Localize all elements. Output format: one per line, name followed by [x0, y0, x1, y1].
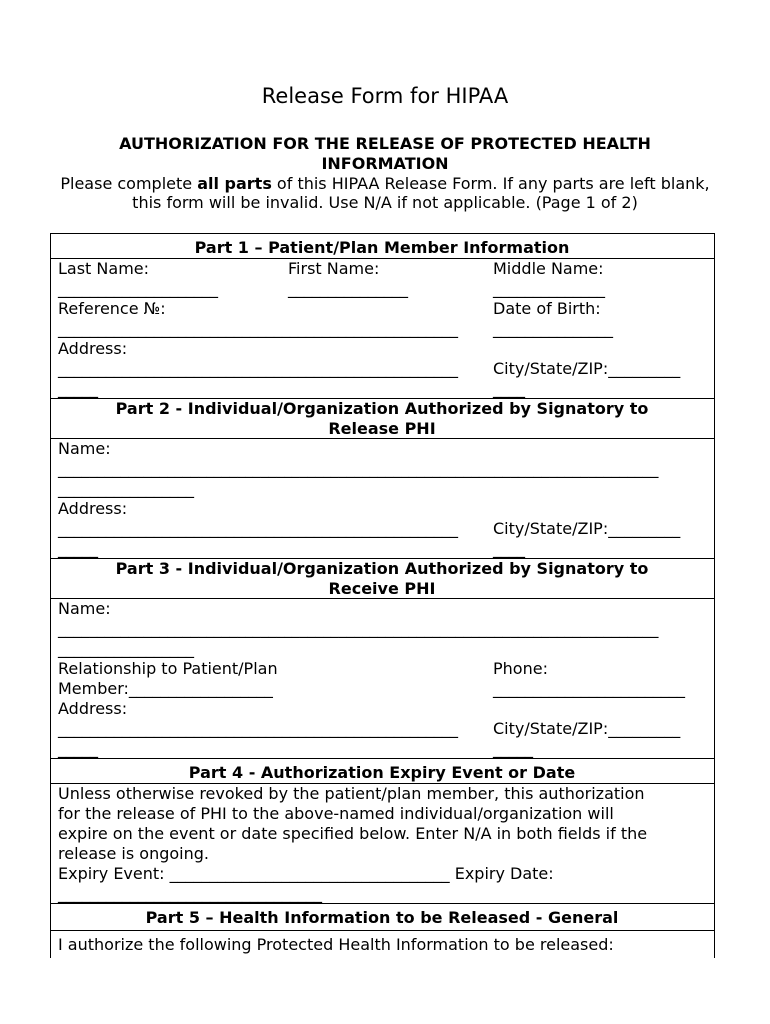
- part3-heading: [50, 559, 714, 599]
- relationship-field[interactable]: Member:__________________: [58, 679, 273, 698]
- release-city-field[interactable]: City/State/ZIP:_________: [493, 519, 681, 538]
- part4-heading: Part 4 - Authorization Expiry Event or Date: [188, 763, 576, 782]
- rule: [50, 258, 714, 259]
- receive-address-label: Address:: [58, 699, 128, 718]
- release-name-field-cont[interactable]: _________________: [58, 479, 194, 498]
- part2-heading-line-1: Part 2 - Individual/Organization Authorized by Signatory to: [115, 399, 649, 418]
- release-name-label: Name:: [58, 439, 111, 458]
- first-name-field[interactable]: _______________: [288, 279, 408, 298]
- release-address-field-cont[interactable]: _____: [58, 539, 98, 558]
- last-name-label: Last Name:: [58, 259, 150, 278]
- instructions: [56, 174, 714, 212]
- part1-heading: Part 1 – Patient/Plan Member Information: [194, 238, 570, 257]
- patient-city-field[interactable]: City/State/ZIP:_________: [493, 359, 681, 378]
- part5-instructions: I authorize the following Protected Health Information to be released:: [58, 935, 614, 954]
- instructions-post: of this HIPAA Release Form. If any parts are left blank, this form will be invalid. Use N/A if not applicable. (Page 1 of 2): [132, 174, 710, 212]
- receive-name-field-cont[interactable]: _________________: [58, 639, 194, 658]
- relationship-label: Relationship to Patient/Plan: [58, 659, 278, 678]
- receive-name-label: Name:: [58, 599, 111, 618]
- reference-field[interactable]: __________________________________________________: [58, 319, 458, 338]
- document-title: Release Form for HIPAA: [261, 84, 509, 108]
- expiry-instructions: Unless otherwise revoked by the patient/plan member, this authorization for the release of PHI to the above-named individual/organization will expire on the event or date specified below. Enter N/A in both fields if the release is ongoing.: [58, 784, 648, 863]
- patient-address-field[interactable]: __________________________________________________: [58, 359, 458, 378]
- part3-heading-line-2: Receive PHI: [328, 579, 436, 598]
- patient-address-field-cont[interactable]: _____: [58, 379, 98, 398]
- patient-address-label: Address:: [58, 339, 128, 358]
- middle-name-label: Middle Name:: [493, 259, 604, 278]
- form-heading-line-2: INFORMATION: [321, 154, 449, 173]
- receive-name-field[interactable]: _____________________________________________________________________________: [58, 620, 659, 638]
- release-address-label: Address:: [58, 499, 128, 518]
- receive-address-field-cont[interactable]: _____: [58, 739, 98, 758]
- release-address-field[interactable]: __________________________________________________: [58, 519, 458, 538]
- dob-label: Date of Birth:: [493, 299, 601, 318]
- form-heading: [60, 134, 710, 174]
- reference-label: Reference №:: [58, 299, 166, 318]
- patient-city-field-cont[interactable]: ____: [493, 379, 525, 398]
- receive-city-field-cont[interactable]: _____: [493, 739, 533, 758]
- middle-name-field[interactable]: ______________: [493, 279, 605, 298]
- dob-field[interactable]: _______________: [493, 319, 613, 338]
- part2-heading: [50, 399, 714, 439]
- expiry-date-field[interactable]: _________________________________: [58, 884, 322, 903]
- rule: [50, 233, 714, 234]
- last-name-field[interactable]: ____________________: [58, 279, 218, 298]
- receive-city-field[interactable]: City/State/ZIP:_________: [493, 719, 681, 738]
- instructions-bold: all parts: [197, 174, 272, 193]
- first-name-label: First Name:: [288, 259, 380, 278]
- receive-address-field[interactable]: __________________________________________________: [58, 719, 458, 738]
- rule: [50, 758, 714, 759]
- part3-heading-line-1: Part 3 - Individual/Organization Authorized by Signatory to: [115, 559, 649, 578]
- part2-heading-line-2: Release PHI: [328, 419, 436, 438]
- rule: [50, 930, 714, 931]
- release-city-field-cont[interactable]: ____: [493, 539, 525, 558]
- release-name-field[interactable]: _____________________________________________________________________________: [58, 460, 659, 478]
- instructions-pre: Please complete: [60, 174, 198, 193]
- form-heading-line-1: AUTHORIZATION FOR THE RELEASE OF PROTECTED HEALTH: [119, 134, 651, 153]
- phone-field[interactable]: ________________________: [493, 679, 685, 698]
- part5-heading: Part 5 – Health Information to be Released - General: [145, 908, 619, 927]
- phone-label: Phone:: [493, 659, 548, 678]
- expiry-event-field[interactable]: Expiry Event: ___________________________________ Expiry Date:: [58, 864, 554, 883]
